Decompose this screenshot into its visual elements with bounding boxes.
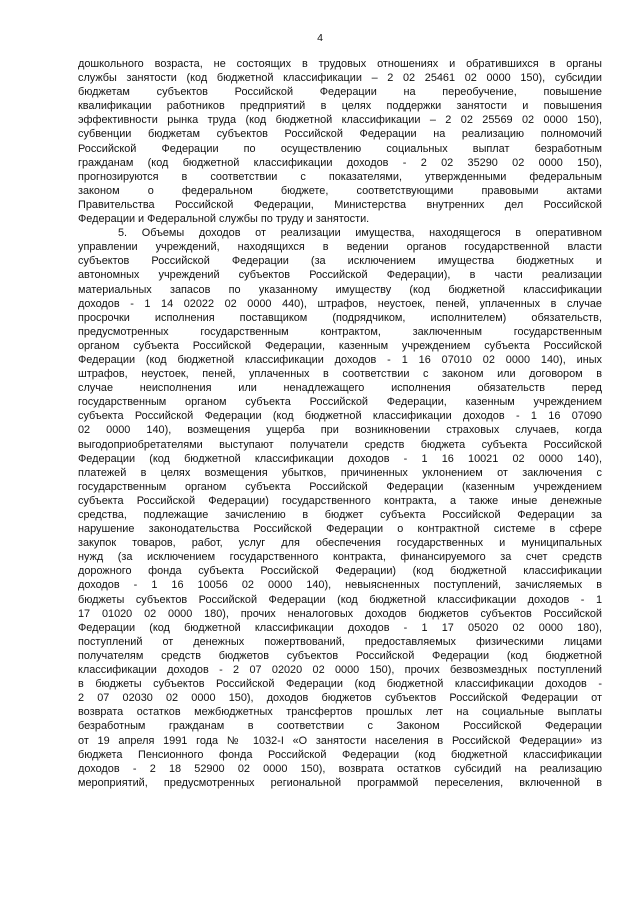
text-line: доходов - 1 16 10056 02 0000 140), невыясненных поступлений, зачисляемых в [78, 579, 602, 592]
text-line: Российской Федерации по осуществлению социальных выплат безработным [78, 142, 602, 155]
text-line: законом о федеральном бюджете, соответствующими правовыми актами [78, 184, 602, 197]
document-body [78, 57, 602, 790]
text-line: средства, подлежащие зачислению в бюджет субъекта Российской Федерации за [78, 509, 602, 521]
text-line: бюджеты субъектов Российской Федерации (код бюджетной классификации доходов - 1 [78, 593, 602, 606]
text-line: классификации доходов - 2 07 02020 02 0000 150), прочих безвозмездных поступлений [78, 664, 602, 677]
text-line: субъекта Российской Федерации (код бюджетной классификации доходов - 1 16 07090 [78, 410, 602, 423]
text-line: субъектов Российской Федерации (за исключением имущества бюджетных и [78, 255, 602, 268]
text-line: нарушение законодательства Российской Федерации о контрактной системе в сфере [78, 523, 602, 536]
text-line: доходов - 1 14 02022 02 0000 440), штрафов, неустоек, пеней, уплаченных в случае [78, 297, 602, 310]
text-line: дошкольного возраста, не состоящих в трудовых отношениях и обратившихся в органы [78, 58, 602, 70]
paragraph-budget-subsidies [78, 57, 602, 226]
text-line: предусмотренных государственным контрактом, заключенным государственным [78, 325, 602, 338]
text-line: Федерации (код бюджетной классификации доходов - 1 16 10021 02 0000 140), [78, 452, 602, 465]
text-line: возврата остатков межбюджетных трансфертов прошлых лет на социальные выплаты [78, 706, 602, 719]
text-line: в бюджеты субъектов Российской Федерации (код бюджетной классификации доходов - [78, 678, 602, 691]
text-line: случае неисполнения или ненадлежащего исполнения обязательств перед [78, 382, 602, 395]
paragraph-item-5-property-revenue [78, 226, 602, 790]
text-line: автономных учреждений субъектов Российской Федерации), в части реализации [78, 269, 602, 282]
text-line: штрафов, неустоек, пеней, уплаченных в соответствии с законом или договором в [78, 368, 602, 381]
text-line: прогнозируются в соответствии с показателями, утвержденными федеральным [78, 170, 602, 183]
text-line: эффективности рынка труда (код бюджетной классификации – 2 02 25569 02 0000 150), [78, 114, 602, 127]
text-line: 02 0000 140), возмещения ущерба при возникновении страховых случаев, когда [78, 424, 602, 437]
text-line: просрочки исполнения поставщиком (подрядчиком, исполнителем) обязательств, [78, 311, 602, 324]
text-line: материальных запасов по указанному имуществу (код бюджетной классификации [78, 283, 602, 296]
text-line: Правительства Российской Федерации, Министерства внутренних дел Российской [78, 198, 602, 211]
text-line: платежей в целях возмещения убытков, причиненных уклонением от заключения с [78, 466, 602, 479]
text-line: гражданам (код бюджетной классификации доходов - 2 02 35290 02 0000 150), [78, 156, 602, 169]
text-line: бюджета Пенсионного фонда Российской Федерации (код бюджетной классификации [78, 748, 602, 761]
text-line: субвенции бюджетам субъектов Российской Федерации на реализацию полномочий [78, 128, 602, 141]
text-line: 2 07 02030 02 0000 150), доходов бюджетов субъектов Российской Федерации от [78, 692, 602, 705]
text-line: квалификации работников предприятий в целях поддержки занятости и повышения [78, 100, 602, 113]
text-line: дорожного фонда субъекта Российской Федерации) (код бюджетной классификации [78, 565, 602, 578]
text-line: государственным органом субъекта Российской Федерации (казенным учреждением [78, 480, 602, 493]
text-line: выгодоприобретателями выступают получатели средств бюджета субъекта Российской [78, 438, 602, 451]
text-line: субъекта Российской Федерации) государственного контракта, а также иные денежные [78, 494, 602, 507]
text-line: мероприятий, предусмотренных региональной программой переселения, включенной в [78, 776, 602, 789]
text-line: управлении учреждений, находящихся в ведении органов государственной власти [78, 241, 602, 254]
text-line: 5. Объемы доходов от реализации имущества, находящегося в оперативном [118, 227, 602, 240]
text-line: доходов - 2 18 52900 02 0000 150), возврата остатков субсидий на реализацию [78, 762, 602, 775]
text-line: органом субъекта Российской Федерации, казенным учреждением субъекта Российской [78, 339, 602, 352]
text-line: от 19 апреля 1991 года № 1032-I «О занятости населения в Российской Федерации» из [78, 734, 602, 747]
text-line: Федерации (код бюджетной классификации доходов - 1 17 05020 02 0000 180), [78, 621, 602, 634]
text-line: нужд (за исключением государственного контракта, финансируемого за счет средств [78, 551, 602, 564]
text-line: безработным гражданам в соответствии с Законом Российской Федерации [78, 720, 602, 733]
text-line: Федерации и Федеральной службы по труду и занятости. [78, 213, 370, 226]
text-line: службы занятости (код бюджетной классификации – 2 02 25461 02 0000 150), субсидии [78, 72, 602, 85]
text-line: 17 01020 02 0000 180), прочих неналоговых доходов бюджетов субъектов Российской [78, 607, 602, 620]
text-line: поступлений от денежных пожертвований, предоставляемых физическими лицами [78, 635, 602, 648]
text-line: Федерации (код бюджетной классификации доходов - 1 16 07010 02 0000 140), иных [78, 353, 602, 366]
text-line: получателям средств бюджетов субъектов Российской Федерации (код бюджетной [78, 649, 602, 662]
text-line: бюджетам субъектов Российской Федерации на переобучение, повышение [78, 86, 602, 99]
text-line: государственным органом субъекта Российской Федерации, казенным учреждением [78, 396, 602, 409]
text-line: закупок товаров, работ, услуг для обеспечения государственных и муниципальных [78, 537, 602, 550]
page-number: 4 [317, 32, 323, 44]
